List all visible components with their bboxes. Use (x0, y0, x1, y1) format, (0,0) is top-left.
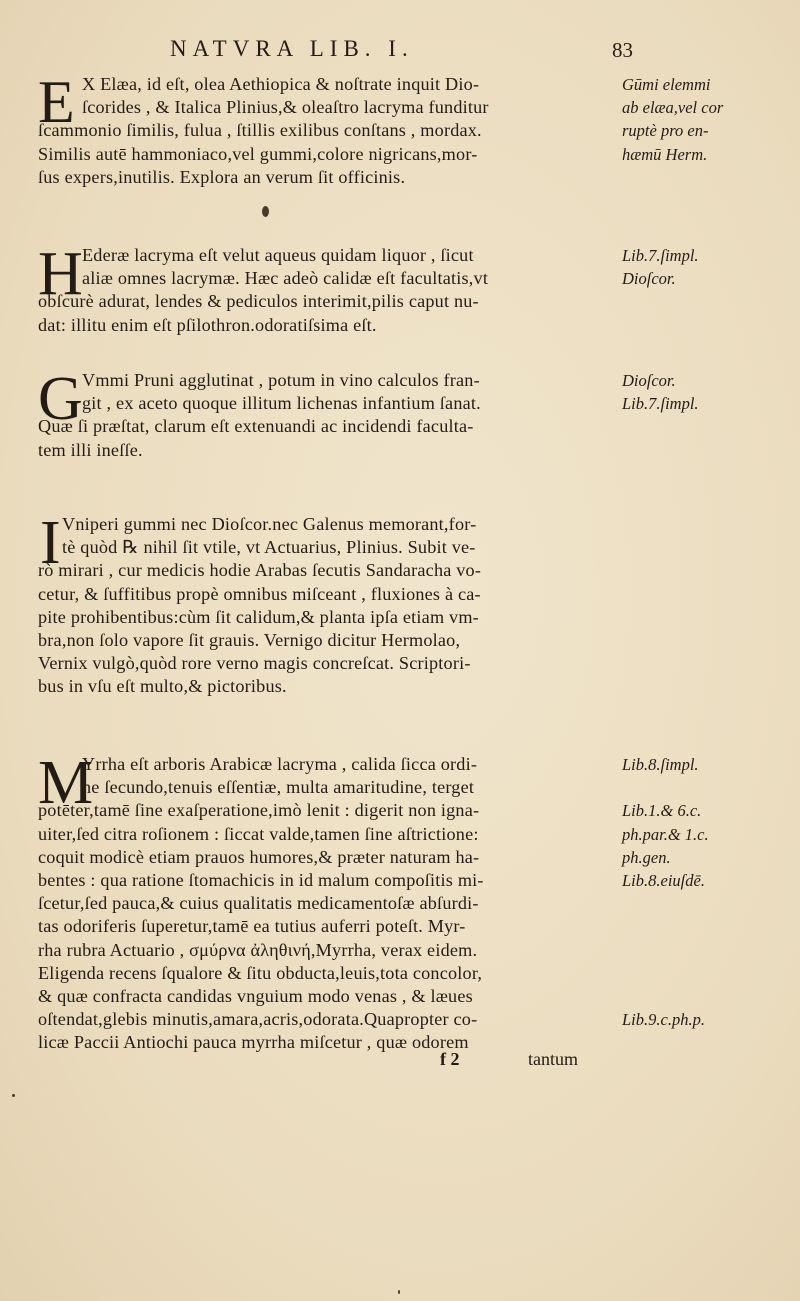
margin-line: ph.par.& 1.c. (622, 824, 709, 844)
text-line: aliæ omnes lacrymæ. Hæc adeò calidæ eſt facultatis,vt (82, 268, 489, 289)
initial-letter: H (38, 240, 83, 308)
signature-mark: f 2 (440, 1049, 460, 1069)
text-line: dat: illitu enim eſt pſilothron.odoratiſsima eſt. (38, 314, 377, 335)
text-line: tas odoriferis ſuperetur,tamē ea tutius auferri poteſt. Myr- (38, 916, 466, 937)
margin-note-gummi-pruni (622, 369, 792, 415)
margin-note-elaea (622, 73, 792, 166)
catchword: tantum (528, 1049, 578, 1069)
text-line: potēter,tamē ſine exaſperatione,imò lenit : digerit non igna- (38, 800, 480, 821)
text-line: cetur, & ſuffitibus propè omnibus miſceant , fluxiones à ca- (38, 583, 481, 604)
entry-myrrha (38, 749, 606, 1054)
text-line: ſcorides , & Italica Plinius,& oleaſtro lacryma funditur (82, 97, 489, 118)
initial-letter: E (38, 69, 75, 135)
margin-line: Lib.1.& 6.c. (622, 801, 702, 821)
entry-iuniperi (38, 509, 606, 699)
text-line: X Elæa, id eſt, olea Aethiopica & noſtrate inquit Dio- (82, 74, 480, 94)
text-line: Vmmi Pruni agglutinat , potum in vino calculos fran- (82, 370, 480, 390)
margin-line: Lib.7.ſimpl. (622, 246, 699, 265)
margin-line: ruptè pro en- (622, 121, 709, 141)
entry-hedera (38, 240, 606, 337)
text-line: bra,non ſolo vapore ſit grauis. Vernigo dicitur Hermolao, (38, 629, 461, 650)
text-line: uiter,ſed citra roſionem : ſiccat valde,tamen ſine aſtrictione: (38, 823, 479, 844)
page-footer (0, 1049, 800, 1073)
margin-line: Lib.7.ſimpl. (622, 394, 699, 414)
margin-line (622, 962, 792, 985)
text-line: ſus expers,inutilis. Explora an verum ſit officinis. (38, 166, 406, 187)
text-line: rò mirari , cur medicis hodie Arabas ſecutis Sandaracha vo- (38, 560, 482, 581)
margin-line: Dioſcor. (622, 371, 676, 390)
text-line: rha rubra Actuario , σμύρνα ἀληθινή,Myrrha, verax eidem. (38, 939, 478, 960)
margin-note-myrrha (622, 753, 792, 1031)
ink-blot (262, 206, 269, 217)
text-line: & quæ confracta candidas vnguium modo venas , & læues (38, 985, 473, 1006)
margin-line: Dioſcor. (622, 269, 676, 289)
initial-letter: G (38, 365, 83, 433)
text-line: Similis autē hammoniaco,vel gummi,colore nigricans,mor- (38, 143, 478, 164)
initial-letter: M (38, 749, 94, 817)
text-line: Vernix vulgò,quòd rore verno magis concreſcat. Scriptori- (38, 653, 471, 674)
margin-line (622, 939, 792, 962)
text-line: Eligenda recens ſqualore & ſitu obducta,leuis,tota concolor, (38, 962, 483, 983)
text-line: tè quòd ℞ nihil ſit vtile, vt Actuarius, Plinius. Subit ve- (62, 537, 476, 558)
text-line: obſcurè adurat, lendes & pediculos interimit,pilis caput nu- (38, 291, 479, 312)
text-line: Yrrha eſt arboris Arabicæ lacryma , calida ſicca ordi- (82, 754, 478, 774)
initial-letter: I (40, 509, 61, 577)
margin-line: Lib.9.c.ph.p. (622, 1010, 705, 1030)
margin-line: ab elæa,vel cor (622, 98, 724, 118)
text-line: oſtendat,glebis minutis,amara,acris,odorata.Quapropter co- (38, 1009, 478, 1030)
text-line: git , ex aceto quoque illitum lichenas infantium ſanat. (82, 393, 481, 414)
running-title: NATVRA LIB. I. (170, 36, 414, 61)
text-line: Vniperi gummi nec Dioſcor.nec Galenus memorant,for- (62, 514, 477, 534)
text-line: ſcammonio ſimilis, fulua , ſtillis exilibus conſtans , mordax. (38, 120, 482, 141)
text-line: bus in vſu eſt multo,& pictoribus. (38, 676, 287, 697)
page-number: 83 (612, 38, 633, 62)
margin-line (622, 915, 792, 938)
running-head (0, 36, 800, 66)
entry-elaea (38, 69, 606, 189)
text-line: ſcetur,ſed pauca,& cuius qualitatis medicamentoſæ abſurdi- (38, 893, 479, 914)
margin-line (622, 985, 792, 1008)
text-line: Quæ ſi præſtat, clarum eſt extenuandi ac incidendi faculta- (38, 416, 474, 437)
paper-speck (398, 1290, 400, 1294)
text-line: bentes : qua ratione ſtomachicis in id malum compoſitis mi- (38, 869, 484, 890)
text-line: licæ Paccii Antiochi pauca myrrha miſcetur , quæ odorem (38, 1032, 469, 1053)
margin-note-hedera (622, 244, 792, 290)
margin-line: ph.gen. (622, 847, 671, 867)
text-line: Ederæ lacryma eſt velut aqueus quidam liquor , ſicut (82, 245, 474, 265)
margin-line: Lib.8.eiuſdē. (622, 870, 705, 890)
margin-line: Gūmi elemmi (622, 75, 711, 94)
text-line: pite prohibentibus:cùm ſit calidum,& planta ipſa etiam vm- (38, 606, 479, 627)
entry-gummi-pruni (38, 365, 606, 462)
paper-speck (12, 1094, 15, 1097)
margin-line: Lib.8.ſimpl. (622, 755, 699, 774)
margin-line: hæmū Herm. (622, 144, 708, 164)
margin-line (622, 776, 792, 799)
text-line: ne ſecundo,tenuis eſſentiæ, multa amaritudine, terget (82, 777, 475, 798)
margin-line (622, 892, 792, 915)
text-line: coquit modicè etiam prauos humores,& præter naturam ha- (38, 846, 480, 867)
text-line: tem illi ineſſe. (38, 439, 143, 460)
